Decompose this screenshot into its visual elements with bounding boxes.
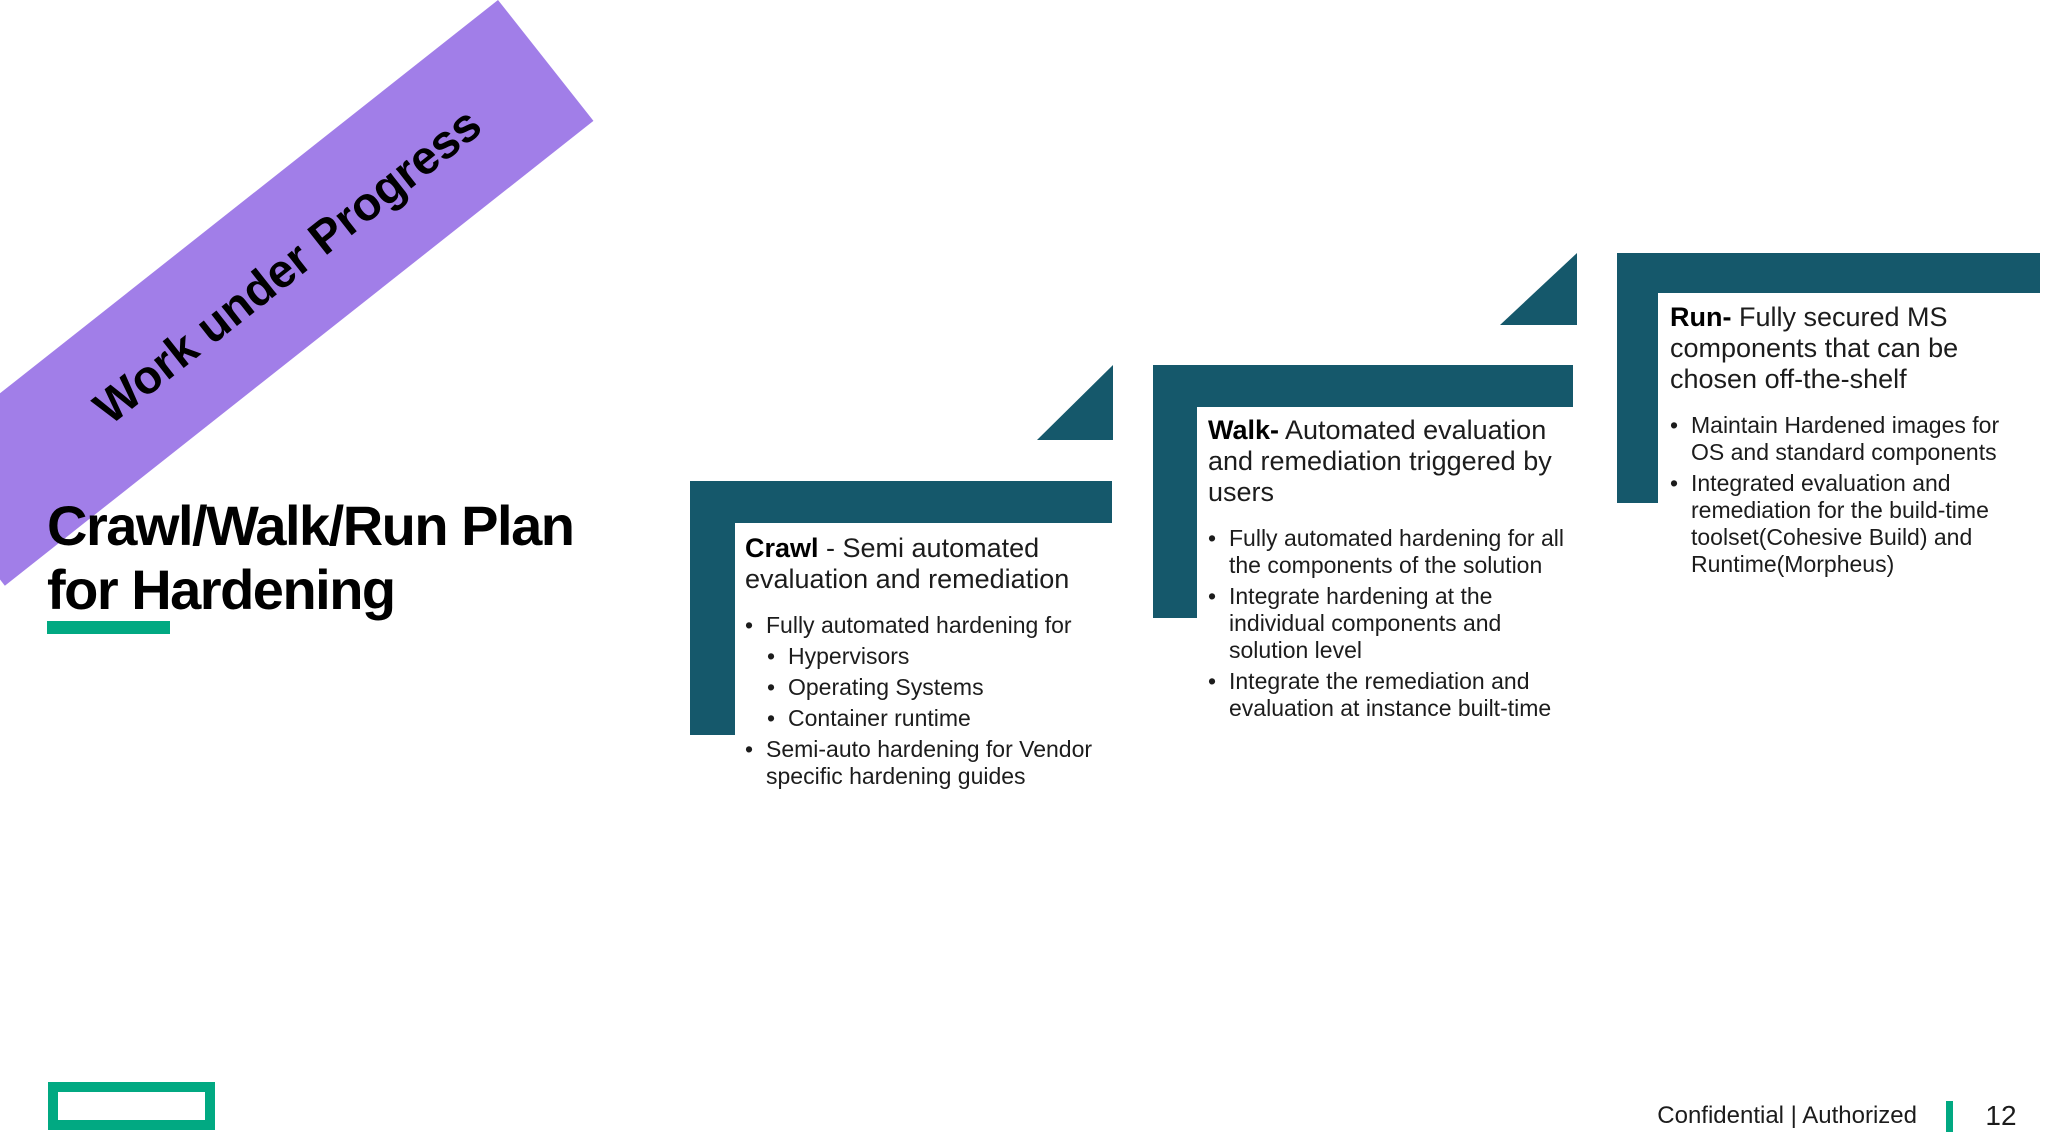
bullet-item xyxy=(1670,470,2015,578)
bullet-item xyxy=(1670,412,2015,466)
bullet-text: Integrate the remediation and evaluation at instance built-time xyxy=(1229,668,1552,721)
bullet-text: Container runtime xyxy=(788,705,971,731)
bullet-dot: • xyxy=(745,736,754,762)
page-title: Crawl/Walk/Run Plan for Hardening xyxy=(47,493,574,621)
bullet-text: Fully automated hardening for xyxy=(766,612,1072,638)
walk-step-triangle-icon xyxy=(1037,365,1113,440)
run-content xyxy=(1670,302,2015,582)
bullet-text: Semi-auto hardening for Vendor specific hardening guides xyxy=(766,736,1093,789)
bullet-item xyxy=(745,736,1117,790)
title-underline-rule xyxy=(47,621,170,634)
bullet-dot: • xyxy=(1670,470,1679,496)
run-bracket-top-bar xyxy=(1617,253,2040,293)
bullet-item xyxy=(745,612,1117,639)
walk-heading xyxy=(1208,415,1553,508)
crawl-heading-text: - Semi automated evaluation and remediation xyxy=(745,533,1070,594)
crawl-heading xyxy=(745,533,1117,595)
footer-separator-bar xyxy=(1946,1101,1953,1132)
footer-page-number: 12 xyxy=(1985,1100,2017,1131)
bullet-text: Hypervisors xyxy=(788,643,910,669)
bullet-dot: • xyxy=(745,612,754,638)
bullet-item xyxy=(767,705,1117,732)
run-heading-keyword: Run- xyxy=(1670,302,1732,332)
walk-heading-keyword: Walk- xyxy=(1208,415,1280,445)
bullet-item xyxy=(1208,525,1580,579)
walk-content xyxy=(1208,415,1580,726)
hpe-logo xyxy=(48,1082,215,1130)
bullet-dot: • xyxy=(1208,668,1217,694)
bullet-item xyxy=(1208,583,1580,664)
bullet-item xyxy=(767,674,1117,701)
bullet-text: Fully automated hardening for all the components of the solution xyxy=(1229,525,1564,578)
crawl-bullet-list xyxy=(745,612,1117,790)
bullet-text: Integrate hardening at the individual components and solution level xyxy=(1229,583,1502,663)
crawl-content xyxy=(745,533,1117,794)
crawl-bracket-top-bar xyxy=(690,481,1112,523)
walk-bullet-list xyxy=(1208,525,1580,722)
bullet-dot: • xyxy=(1208,525,1217,551)
footer-classification-text: Confidential | Authorized xyxy=(1657,1102,1917,1129)
bullet-dot: • xyxy=(767,674,776,700)
walk-bracket-top-bar xyxy=(1153,365,1573,407)
bullet-text: Integrated evaluation and remediation for the build-time toolset(Cohesive Build) and Runtime(Morpheus) xyxy=(1691,470,1989,577)
bullet-text: Operating Systems xyxy=(788,674,984,700)
bullet-item xyxy=(1208,668,1580,722)
walk-heading-text: Automated evaluation and remediation triggered by users xyxy=(1208,415,1552,507)
run-heading-text: Fully secured MS components that can be chosen off-the-shelf xyxy=(1670,302,1959,394)
run-bullet-list xyxy=(1670,412,2015,578)
run-heading xyxy=(1670,302,1970,395)
bullet-dot: • xyxy=(1670,412,1679,438)
run-step-triangle-icon xyxy=(1500,253,1577,325)
banner-label: Work under Progress xyxy=(83,96,491,434)
bullet-dot: • xyxy=(767,705,776,731)
bullet-text: Maintain Hardened images for OS and standard components xyxy=(1691,412,2000,465)
bullet-item xyxy=(767,643,1117,670)
bullet-dot: • xyxy=(1208,583,1217,609)
bullet-dot: • xyxy=(767,643,776,669)
crawl-heading-keyword: Crawl xyxy=(745,533,819,563)
